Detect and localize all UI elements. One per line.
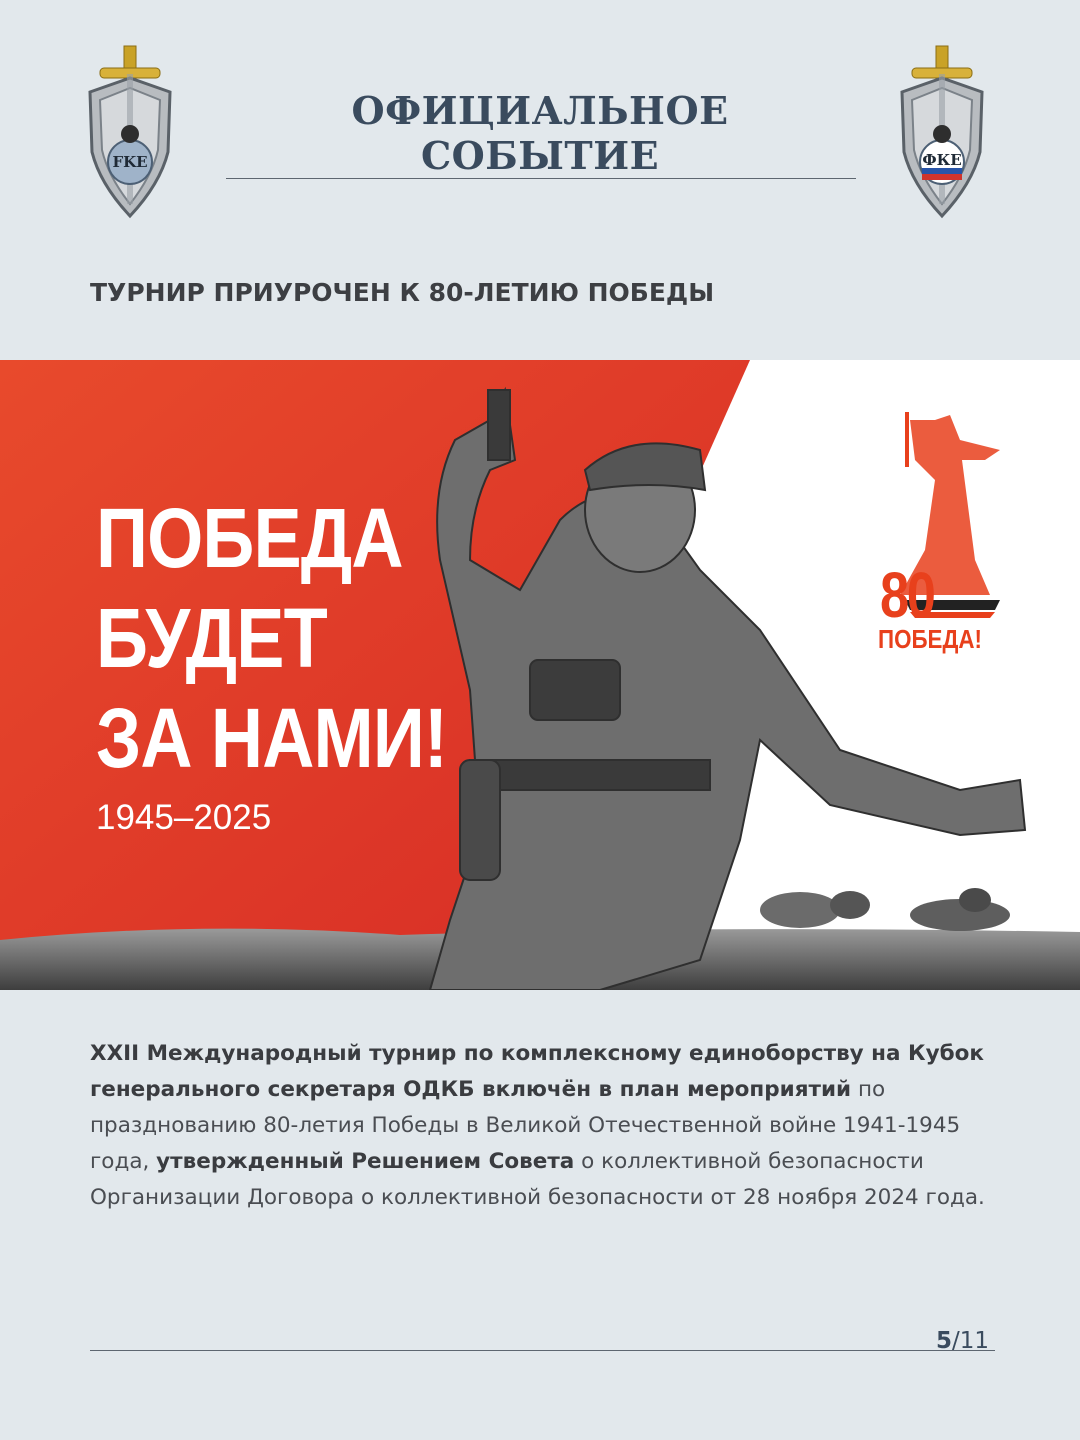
- slogan-line-2: БУДЕТ: [96, 591, 327, 685]
- section-subheading: ТУРНИР ПРИУРОЧЕН К 80-ЛЕТИЮ ПОБЕДЫ: [90, 278, 715, 307]
- body-paragraph: [90, 1036, 990, 1216]
- victory-banner: [0, 360, 1080, 990]
- logo-80-number: 80: [880, 559, 934, 631]
- emblem-left-label: FKE: [112, 153, 148, 171]
- body-text-2: о коллективной безопасности Организации Договора о коллективной безопасности от 28 ноября 2024 года.: [90, 1149, 985, 1210]
- body-bold-1: XXII Международный турнир по комплексному единоборству на Кубок генерального секретаря ОДКБ включён в план мероприятий: [90, 1041, 984, 1102]
- slogan-line-3: ЗА НАМИ!: [96, 691, 448, 785]
- footer-divider: [90, 1350, 995, 1351]
- emblem-right-label: ФКЕ: [922, 151, 962, 169]
- shield-emblem-right: [888, 44, 996, 222]
- banner-years: 1945–2025: [96, 798, 272, 837]
- page-total: /11: [952, 1328, 990, 1354]
- shield-emblem-left: [76, 44, 184, 222]
- slogan-line-1: ПОБЕДА: [96, 491, 403, 585]
- body-bold-2: утвержденный Решением Совета: [156, 1149, 575, 1174]
- title-divider: [226, 178, 856, 179]
- body-text-1: по празднованию 80-летия Победы в Великой Отечественной войне 1941-1945 года,: [90, 1077, 961, 1174]
- banner-slogan: [96, 488, 447, 788]
- page-title: ОФИЦИАЛЬНОЕ СОБЫТИЕ: [351, 88, 729, 178]
- page-number: [936, 1328, 989, 1354]
- page-current: 5: [936, 1328, 953, 1354]
- logo-80-word: ПОБЕДА!: [878, 624, 982, 654]
